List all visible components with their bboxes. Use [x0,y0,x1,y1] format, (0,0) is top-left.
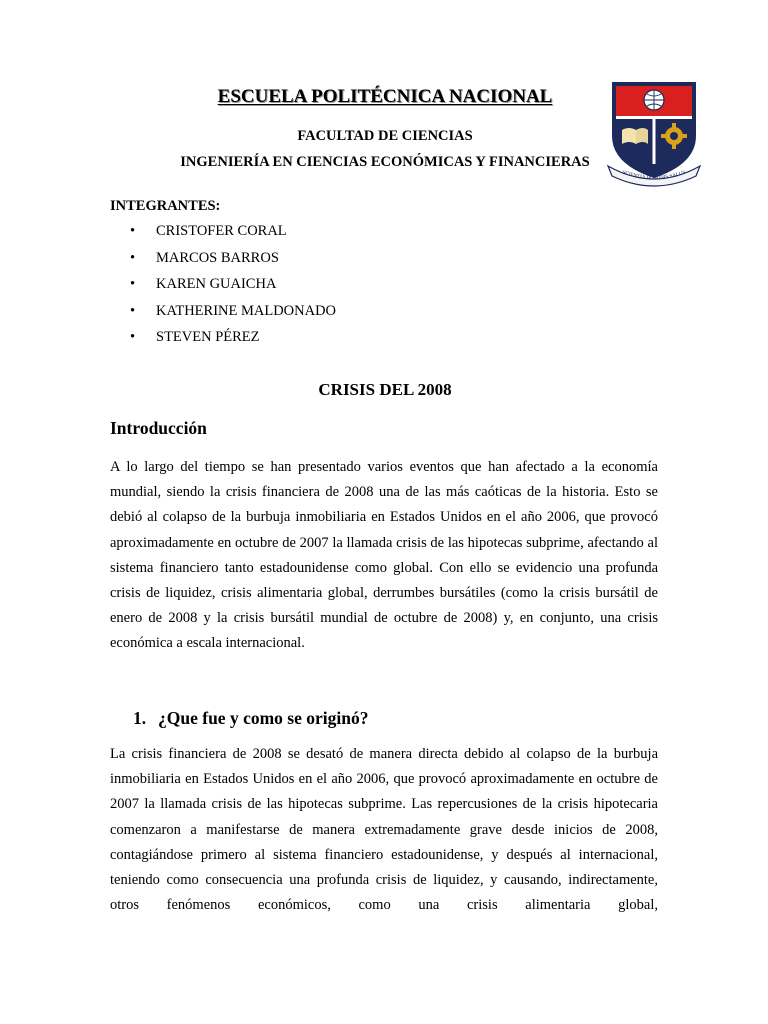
section-heading [133,708,368,729]
member-name: KAREN GUAICHA [156,276,277,292]
section-paragraph: La crisis financiera de 2008 se desató de manera directa debido al colapso de la burbuja inmobiliaria en Estados Unidos en el año 2006, que provocó aproximadamente en octubre de 2007 la llamada crisis de las hipotecas subprime. Las repercusiones de la crisis hipotecaria comenzaron a manifestarse de manera extremadamente grave desde inicios de 2008, contagiándose primero al sistema financiero estadounidense, y después al internacional, teniendo como consecuencia una profunda crisis de liquidez, y causando, indirectamente, otros fenómenos económicos, como una crisis alimentaria global, [110,746,658,914]
members-label: INTEGRANTES: [110,198,221,214]
member-name: MARCOS BARROS [156,249,279,266]
career-name: INGENIERÍA EN CIENCIAS ECONÓMICAS Y FINANCIERAS [180,154,590,170]
bullet-icon: • [130,329,136,345]
bullet-icon: • [130,302,136,319]
member-name: KATHERINE MALDONADO [156,302,337,319]
member-name: CRISTOFER CORAL [156,223,287,239]
faculty-name: FACULTAD DE CIENCIAS [297,128,473,144]
school-title: ESCUELA POLITÉCNICA NACIONAL [217,86,553,107]
document-title: CRISIS DEL 2008 [318,380,452,399]
university-seal-logo [604,80,704,192]
section-heading-text: ¿Que fue y como se originó? [158,708,369,728]
bullet-icon: • [130,276,136,292]
svg-text:SCIENTIA HOMINIS SALUS: SCIENTIA HOMINIS SALUS [621,169,687,182]
bullet-icon: • [130,223,136,239]
intro-heading: Introducción [110,418,207,438]
member-name: STEVEN PÉREZ [156,329,260,345]
bullet-icon: • [130,249,136,266]
section-number: 1. [133,708,147,728]
intro-paragraph: A lo largo del tiempo se han presentado varios eventos que han afectado a la economía mundial, siendo la crisis financiera de 2008 una de las más caóticas de la historia. Esto se debió al colapso de la burbuja inmobiliaria en Estados Unidos en el año 2006, que provocó aproximadamente en octubre de 2007 la llamada crisis de las hipotecas subprime, afectando al sistema financiero tanto estadounidense como global. Con ello se evidencio una profunda crisis de liquidez, crisis alimentaria global, derrumbes bursátiles (como la crisis bursátil de enero de 2008 y la crisis bursátil mundial de octubre de 2008) y, en conjunto, una crisis económica a escala internacional. [110,459,658,652]
